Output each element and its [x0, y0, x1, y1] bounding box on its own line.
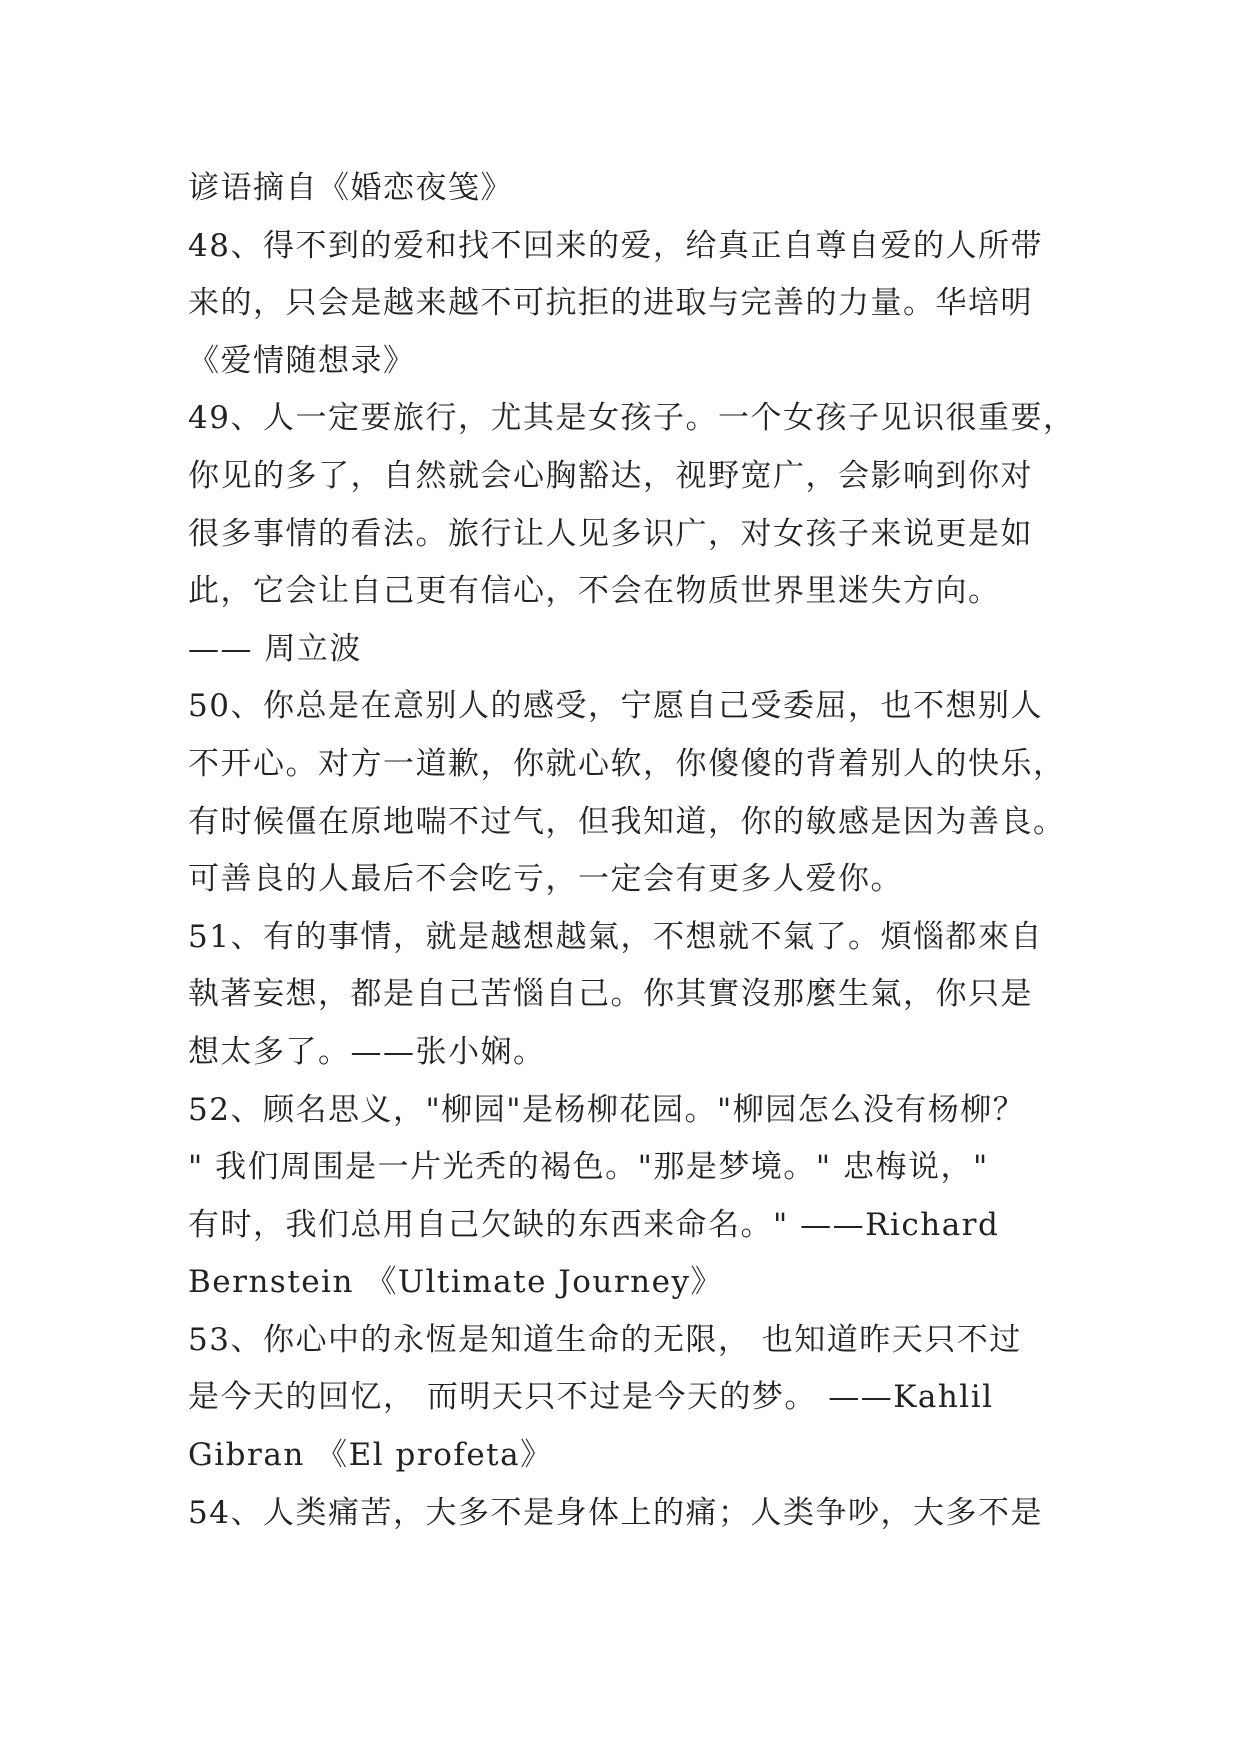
- text-line: 此，它会让自己更有信心，不会在物质世界里迷失方向。: [188, 573, 1001, 610]
- text-line: 49、人一定要旅行，尤其是女孩子。一个女孩子见识很重要，: [188, 400, 1076, 437]
- text-line: 51、有的事情，就是越想越氣，不想就不氣了。煩惱都來自: [188, 918, 1043, 955]
- text-line: 50、你总是在意别人的感受，宁愿自己受委屈，也不想别人: [188, 688, 1043, 725]
- text-line: " 我们周围是一片光秃的褐色。"那是梦境。" 忠梅说，": [188, 1149, 989, 1186]
- text-line: 来的，只会是越来越不可抗拒的进取与完善的力量。华培明: [188, 285, 1033, 322]
- text-line: 52、顾名思义，"柳园"是杨柳花园。"柳园怎么没有杨柳？: [188, 1091, 1026, 1128]
- text-line: 谚语摘自《婚恋夜笺》: [188, 170, 513, 206]
- document-text: [188, 160, 1076, 1542]
- text-line: 《爱情随想录》: [188, 342, 416, 379]
- text-line: —— 周立波: [188, 630, 362, 667]
- text-line: 不开心。对方一道歉，你就心软，你傻傻的背着别人的快乐，: [188, 745, 1066, 782]
- text-line: 執著妄想，都是自己苦惱自己。你其實沒那麼生氣，你只是: [188, 976, 1033, 1013]
- text-line: Gibran 《El profeta》: [188, 1437, 553, 1474]
- text-line: 53、你心中的永恆是知道生命的无限， 也知道昨天只不过: [188, 1321, 1022, 1358]
- text-line: 很多事情的看法。旅行让人见多识广，对女孩子来说更是如: [188, 515, 1033, 552]
- text-line: 是今天的回忆， 而明天只不过是今天的梦。 ——Kahlil: [188, 1379, 994, 1416]
- text-line: 48、得不到的爱和找不回来的爱，给真正自尊自爱的人所带: [188, 227, 1043, 264]
- text-line: 有时，我们总用自己欠缺的东西来命名。" ——Richard: [188, 1206, 1000, 1243]
- text-line: Bernstein 《Ultimate Journey》: [188, 1264, 724, 1301]
- text-line: 想太多了。——张小娴。: [188, 1033, 546, 1070]
- text-line: 你见的多了，自然就会心胸豁达，视野宽广，会影响到你对: [188, 457, 1033, 494]
- text-line: 54、人类痛苦，大多不是身体上的痛；人类争吵，大多不是: [188, 1494, 1043, 1531]
- text-line: 可善良的人最后不会吃亏，一定会有更多人爱你。: [188, 861, 903, 898]
- text-line: 有时候僵在原地喘不过气，但我知道，你的敏感是因为善良。: [188, 803, 1066, 840]
